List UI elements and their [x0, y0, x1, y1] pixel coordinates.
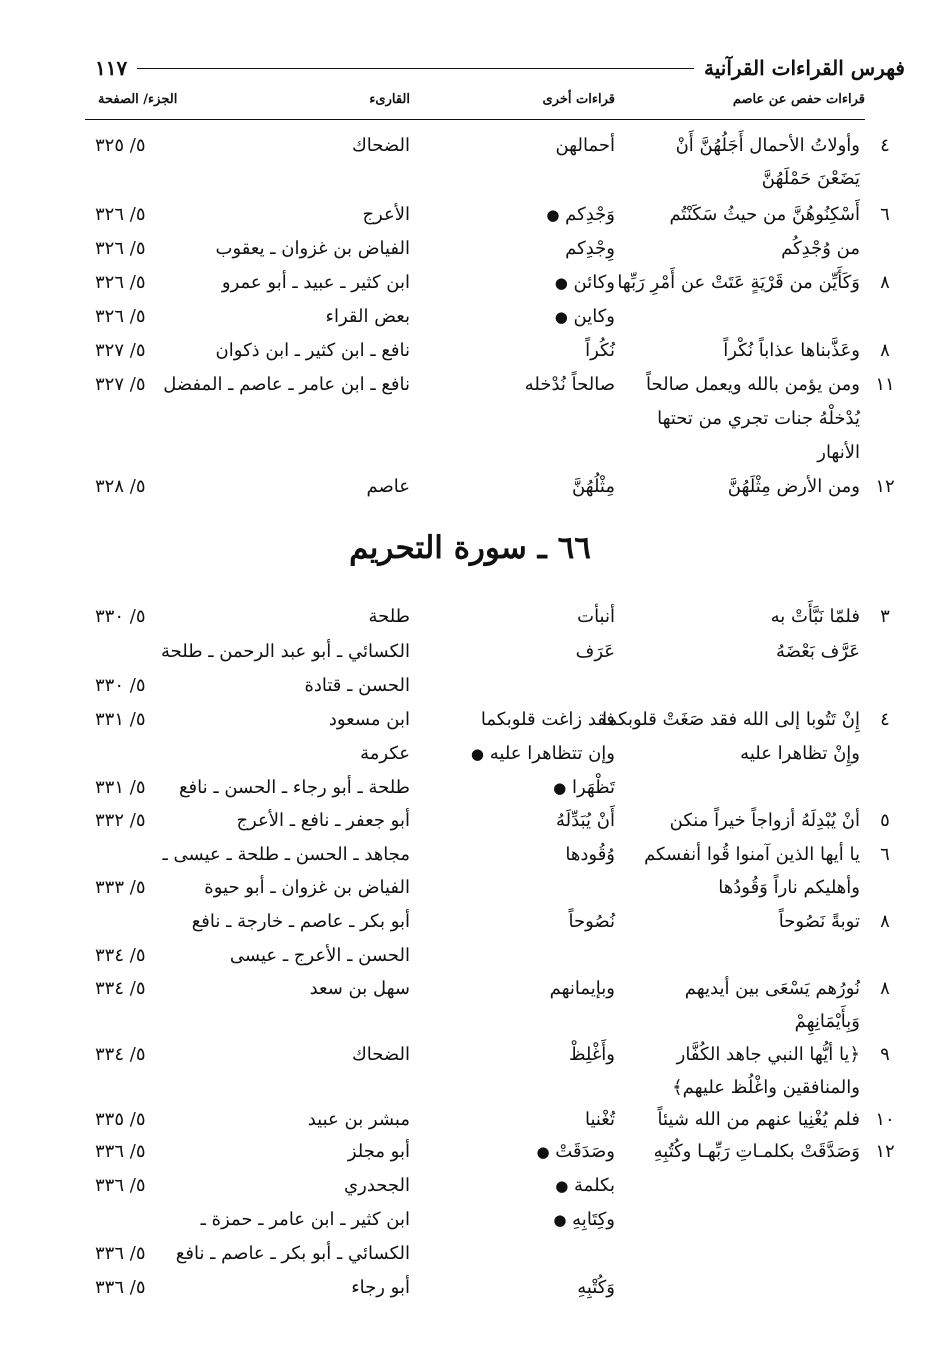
other-reading-text: وإن تتظاهرا عليه — [489, 743, 615, 764]
volume-page-ref: ٥/ ٣٣٠ — [95, 675, 146, 696]
reader-names: أبو مجلز — [347, 1141, 410, 1162]
other-reading — [525, 369, 615, 401]
hafs-reading: وعَذَّبناها عذاباً نُكْراً — [723, 340, 860, 361]
reader-names: بعض القراء — [325, 306, 410, 327]
reader-names: أبو بكر ـ عاصم ـ خارجة ـ نافع — [191, 911, 410, 932]
table-row — [0, 839, 940, 871]
other-reading-text: أنبأت — [577, 606, 615, 627]
table-row — [0, 267, 940, 299]
reader-names: سهل بن سعد — [309, 978, 410, 999]
volume-page-ref: ٥/ ٣٢٦ — [95, 306, 146, 327]
table-row — [0, 1170, 940, 1202]
volume-page-ref: ٥/ ٣٣٢ — [95, 810, 146, 831]
other-reading-text: نُكُراً — [585, 340, 615, 361]
hafs-reading: توبةً نَصُوحاً — [778, 911, 860, 932]
other-reading-text: وكاين — [573, 306, 615, 327]
other-reading-text: وِجْدِكم — [565, 238, 615, 259]
reader-names: الحسن ـ قتادة — [304, 675, 410, 696]
volume-page-ref: ٥/ ٣٣٦ — [95, 1141, 146, 1162]
verse-number: ٨ — [880, 978, 890, 999]
reader-names: ابن مسعود — [328, 709, 410, 730]
volume-page-ref: ٥/ ٣٣٥ — [95, 1109, 146, 1130]
hafs-reading: والمنافقين واغْلُظ عليهم﴾ — [672, 1077, 860, 1098]
verse-number: ٦ — [880, 204, 890, 225]
other-reading — [536, 1136, 615, 1168]
reader-names: عاصم — [366, 476, 410, 497]
verse-number: ٦ — [880, 844, 890, 865]
other-reading — [568, 906, 615, 938]
table-row — [0, 199, 940, 231]
table-row — [0, 163, 940, 195]
verse-number: ١٠ — [875, 1109, 895, 1130]
other-reading-text: وكِتَابِهِ — [572, 1209, 615, 1230]
other-reading-text: تُغْنيا — [584, 1109, 615, 1130]
other-reading-text: أحمالهن — [555, 135, 615, 156]
other-reading-text: أَنْ يُبَدِّلَهُ — [556, 810, 615, 831]
volume-page-ref: ٥/ ٣٢٦ — [95, 204, 146, 225]
table-row — [0, 1006, 940, 1038]
table-row — [0, 906, 940, 938]
other-reading — [565, 233, 615, 265]
table-row — [0, 437, 940, 469]
volume-page-ref: ٥/ ٣٣٠ — [95, 606, 146, 627]
other-reading-text: وُقُودها — [565, 844, 615, 865]
reader-names: مبشر بن عبيد — [307, 1109, 410, 1130]
table-row — [0, 1104, 940, 1136]
table-row — [0, 738, 940, 770]
hafs-reading: نُورُهم يَسْعَى بين أيديهم — [684, 978, 860, 999]
volume-page-ref: ٥/ ٣٣١ — [95, 709, 146, 730]
hafs-reading: وَكَأَيِّن من قَرْيَةٍ عَتَتْ عن أَمْرِ رَبِّها — [617, 272, 860, 293]
verse-number: ٨ — [880, 340, 890, 361]
hafs-reading: وَبِأَيْمَانِهِمْ — [794, 1011, 860, 1032]
table-row — [0, 805, 940, 837]
verse-number: ٥ — [880, 810, 890, 831]
volume-page-ref: ٥/ ٣٣٦ — [95, 1175, 146, 1196]
bullet-icon: ● — [470, 745, 484, 763]
other-reading — [556, 805, 615, 837]
verse-number: ٩ — [880, 1044, 890, 1065]
reader-names: الفياض بن غزوان ـ أبو حيوة — [204, 877, 410, 898]
hafs-reading: يَضَعْنَ حَمْلَهُنَّ — [761, 168, 860, 189]
bullet-icon: ● — [554, 274, 568, 292]
volume-page-ref: ٥/ ٣٣٤ — [95, 978, 146, 999]
other-reading-text: وَكُتْبِهِ — [577, 1277, 615, 1298]
reader-names: الضحاك — [351, 135, 410, 156]
other-reading — [572, 471, 615, 503]
reader-names: طلحة — [368, 606, 410, 627]
other-reading-text: وأَغْلِظْ — [568, 1044, 615, 1065]
other-reading-text: تَظْهَرا — [571, 777, 615, 798]
reader-names: ابن كثير ـ ابن عامر ـ حمزة ـ — [200, 1209, 410, 1230]
table-row — [0, 1039, 940, 1071]
volume-page-ref: ٥/ ٣٣٦ — [95, 1277, 146, 1298]
volume-page-ref: ٥/ ٣٣٤ — [95, 1044, 146, 1065]
reader-names: عكرمة — [360, 743, 410, 764]
hafs-reading: عَرَّف بَعْضَهُ — [775, 641, 860, 662]
table-row — [0, 369, 940, 401]
volume-page-ref: ٥/ ٣٢٨ — [95, 476, 146, 497]
other-reading-text: وصَدَقَتْ — [555, 1141, 615, 1162]
table-row — [0, 601, 940, 633]
other-reading — [555, 267, 615, 299]
other-reading — [585, 1104, 615, 1136]
reader-names: نافع ـ ابن عامر ـ عاصم ـ المفضل — [163, 374, 410, 395]
other-reading-text: عَرَف — [575, 641, 615, 662]
running-head-title: فهرس القراءات القرآنية — [704, 56, 905, 80]
hafs-reading: يُدْخلْهُ جنات تجري من تحتها — [657, 408, 860, 429]
verse-number: ١٢ — [875, 476, 895, 497]
table-row — [0, 301, 940, 333]
page-number: ١١٧ — [95, 56, 128, 80]
hafs-reading: ومن يؤمن بالله ويعمل صالحاً — [646, 374, 860, 395]
hafs-reading: ومن الأرض مِثْلَهُنَّ — [727, 476, 860, 497]
bullet-icon: ● — [536, 1143, 550, 1161]
reader-names: الحسن ـ الأعرج ـ عيسى — [229, 945, 410, 966]
hafs-reading: فلمّا نَبَّأَتْ به — [770, 606, 860, 627]
other-reading-text: وكائن — [573, 272, 615, 293]
other-reading — [565, 839, 615, 871]
other-reading — [546, 199, 615, 231]
volume-page-ref: ٥/ ٣٢٥ — [95, 135, 146, 156]
running-head-rule — [137, 68, 694, 69]
reader-names: الكسائي ـ أبو بكر ـ عاصم ـ نافع — [175, 1243, 410, 1264]
hafs-reading: فلم يُغْنِيا عنهم من الله شيئاً — [657, 1109, 860, 1130]
other-reading — [555, 130, 615, 162]
volume-page-ref: ٥/ ٣٣٦ — [95, 1243, 146, 1264]
reader-names: الكسائي ـ أبو عبد الرحمن ـ طلحة — [161, 641, 410, 662]
other-reading — [576, 636, 615, 668]
other-reading — [555, 1170, 615, 1202]
volume-page-ref: ٥/ ٣٣٣ — [95, 877, 146, 898]
verse-number: ١١ — [875, 374, 895, 395]
hafs-reading: الأنهار — [817, 442, 860, 463]
table-row — [0, 973, 940, 1005]
other-reading-text: وَجْدِكم — [565, 204, 615, 225]
hafs-reading: أَسْكِنُوهُنَّ من حيثُ سَكَنْتُم — [669, 204, 860, 225]
table-row — [0, 403, 940, 435]
bullet-icon: ● — [554, 308, 568, 326]
volume-page-ref: ٥/ ٣٢٧ — [95, 340, 146, 361]
other-reading — [569, 1039, 615, 1071]
other-reading-text: فقد زاغت قلوبكما — [480, 709, 615, 730]
other-reading — [550, 973, 615, 1005]
other-reading-text: وبإيمانهم — [549, 978, 615, 999]
hafs-reading: وَصَدَّقَتْ بكلمـاتِ رَبِّهـا وكُتُبِهِ — [653, 1141, 860, 1162]
verse-number: ٤ — [880, 135, 890, 156]
surah-title: ٦٦ ـ سورة التحريم — [349, 530, 591, 566]
hafs-reading: يا أيها الذين آمنوا قُوا أنفسكم — [644, 844, 860, 865]
verse-number: ٣ — [880, 606, 890, 627]
volume-page-ref: ٥/ ٣٣١ — [95, 777, 146, 798]
volume-page-ref: ٥/ ٣٢٦ — [95, 272, 146, 293]
bullet-icon: ● — [555, 1177, 569, 1195]
running-head — [95, 52, 905, 84]
other-reading — [555, 301, 615, 333]
table-row — [0, 872, 940, 904]
other-reading — [481, 704, 615, 736]
table-row — [0, 471, 940, 503]
header-rule — [85, 119, 865, 120]
table-row — [0, 1272, 940, 1304]
reader-names: نافع ـ ابن كثير ـ ابن ذكوان — [215, 340, 410, 361]
reader-names: أبو رجاء — [351, 1277, 410, 1298]
other-reading — [471, 738, 615, 770]
verse-number: ٨ — [880, 911, 890, 932]
hafs-reading: إِنْ تَتُوبا إلى الله فقد صَغَتْ قلوبكما — [602, 709, 860, 730]
verse-number: ٤ — [880, 709, 890, 730]
hafs-reading: أنْ يُبْدِلَهُ أزواجاً خيراً منكن — [669, 810, 860, 831]
reader-names: ابن كثير ـ عبيد ـ أبو عمرو — [221, 272, 410, 293]
column-header-other: قراءات أخرى — [542, 92, 615, 107]
table-row — [0, 130, 940, 162]
reader-names: أبو جعفر ـ نافع ـ الأعرج — [236, 810, 410, 831]
verse-number: ١٢ — [875, 1141, 895, 1162]
hafs-reading: من وُجْدِكُم — [781, 238, 860, 259]
hafs-reading: وإِنْ تظاهرا عليه — [740, 743, 860, 764]
table-row — [0, 335, 940, 367]
reader-names: الفياض بن غزوان ـ يعقوب — [215, 238, 410, 259]
table-row — [0, 233, 940, 265]
other-reading — [577, 1272, 615, 1304]
table-row — [0, 1204, 940, 1236]
table-row — [0, 670, 940, 702]
table-row — [0, 704, 940, 736]
other-reading — [553, 772, 615, 804]
other-reading-text: بكلمة — [574, 1175, 615, 1196]
reader-names: الجحدري — [344, 1175, 410, 1196]
column-header-qari: القارىء — [369, 92, 410, 107]
column-header-ref: الجزء/ الصفحة — [98, 92, 178, 107]
reader-names: طلحة ـ أبو رجاء ـ الحسن ـ نافع — [178, 777, 410, 798]
column-header-hafs: قراءات حفص عن عاصم — [732, 92, 865, 107]
table-row — [0, 940, 940, 972]
volume-page-ref: ٥/ ٣٢٦ — [95, 238, 146, 259]
other-reading-text: نُصُوحاً — [568, 911, 615, 932]
table-row — [0, 1136, 940, 1168]
volume-page-ref: ٥/ ٣٣٤ — [95, 945, 146, 966]
hafs-reading: وأهليكم ناراً وَقُودُها — [718, 877, 860, 898]
volume-page-ref: ٥/ ٣٢٧ — [95, 374, 146, 395]
reader-names: مجاهد ـ الحسن ـ طلحة ـ عيسى ـ — [162, 844, 410, 865]
table-row — [0, 772, 940, 804]
hafs-reading: وأولاتُ الأحمال أَجَلُهُنَّ أَنْ — [675, 135, 860, 156]
other-reading-text: مِثْلُهُنَّ — [571, 476, 615, 497]
bullet-icon: ● — [553, 779, 567, 797]
other-reading — [585, 335, 615, 367]
verse-number: ٨ — [880, 272, 890, 293]
bullet-icon: ● — [546, 206, 560, 224]
reader-names: الأعرج — [362, 204, 410, 225]
other-reading-text: صالحاً نُدْخله — [524, 374, 615, 395]
other-reading — [553, 1204, 615, 1236]
table-row — [0, 1238, 940, 1270]
hafs-reading: ﴿يا أيُّها النبي جاهد الكُفَّار — [676, 1044, 860, 1065]
reader-names: الضحاك — [351, 1044, 410, 1065]
other-reading — [577, 601, 615, 633]
table-row — [0, 636, 940, 668]
table-row — [0, 1072, 940, 1104]
bullet-icon: ● — [553, 1211, 567, 1229]
